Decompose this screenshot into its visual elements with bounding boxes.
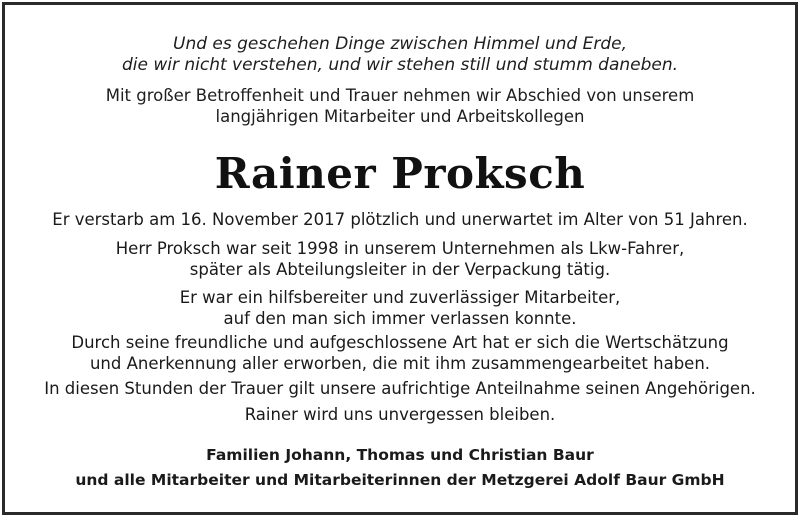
body-line-condolence <box>5 381 795 398</box>
body-line-appreciation-2-text: und Anerkennung aller erworben, die mit ihm zusammengearbeitet haben. <box>89 354 711 373</box>
motto-line-1 <box>5 36 795 53</box>
body-line-character-1 <box>5 290 795 307</box>
intro-line-1 <box>5 88 795 105</box>
signature-line-1 <box>5 448 795 464</box>
body-line-career-2-text: später als Abteilungsleiter in der Verpackung tätig. <box>189 260 611 279</box>
deceased-name <box>5 149 795 198</box>
body-line-condolence-text: In diesen Stunden der Trauer gilt unsere aufrichtige Anteilnahme seinen Angehörigen. <box>44 379 756 398</box>
body-line-death <box>5 212 795 229</box>
intro-line-2 <box>5 109 795 126</box>
intro-line-2-text: langjährigen Mitarbeiter und Arbeitskollegen <box>215 107 585 126</box>
body-line-appreciation-1 <box>5 335 795 352</box>
body-line-career-2 <box>5 262 795 279</box>
body-line-career-1-text: Herr Proksch war seit 1998 in unserem Unternehmen als Lkw-Fahrer, <box>115 239 685 258</box>
motto-line-2-text: die wir nicht verstehen, und wir stehen still und stumm daneben. <box>121 55 679 75</box>
body-line-character-2 <box>5 311 795 328</box>
body-line-character-1-text: Er war ein hilfsbereiter und zuverlässiger Mitarbeiter, <box>179 288 621 307</box>
body-line-character-2-text: auf den man sich immer verlassen konnte. <box>223 309 577 328</box>
body-line-appreciation-2 <box>5 356 795 373</box>
body-line-death-text: Er verstarb am 16. November 2017 plötzlich und unerwartet im Alter von 51 Jahren. <box>52 210 748 229</box>
signature-line-2 <box>5 473 795 489</box>
motto-line-2 <box>5 57 795 74</box>
body-line-career-1 <box>5 241 795 258</box>
body-line-remembrance-text: Rainer wird uns unvergessen bleiben. <box>244 405 556 424</box>
signature-line-1-text: Familien Johann, Thomas und Christian Baur <box>206 446 594 464</box>
body-line-remembrance <box>5 407 795 424</box>
intro-line-1-text: Mit großer Betroffenheit und Trauer nehmen wir Abschied von unserem <box>105 86 695 105</box>
signature-line-2-text: und alle Mitarbeiter und Mitarbeiterinnen der Metzgerei Adolf Baur GmbH <box>75 471 725 489</box>
body-line-appreciation-1-text: Durch seine freundliche und aufgeschlossene Art hat er sich die Wertschätzung <box>71 333 729 352</box>
deceased-name-text: Rainer Proksch <box>214 149 586 198</box>
obituary-notice <box>2 2 798 515</box>
motto-line-1-text: Und es geschehen Dinge zwischen Himmel und Erde, <box>173 34 627 54</box>
